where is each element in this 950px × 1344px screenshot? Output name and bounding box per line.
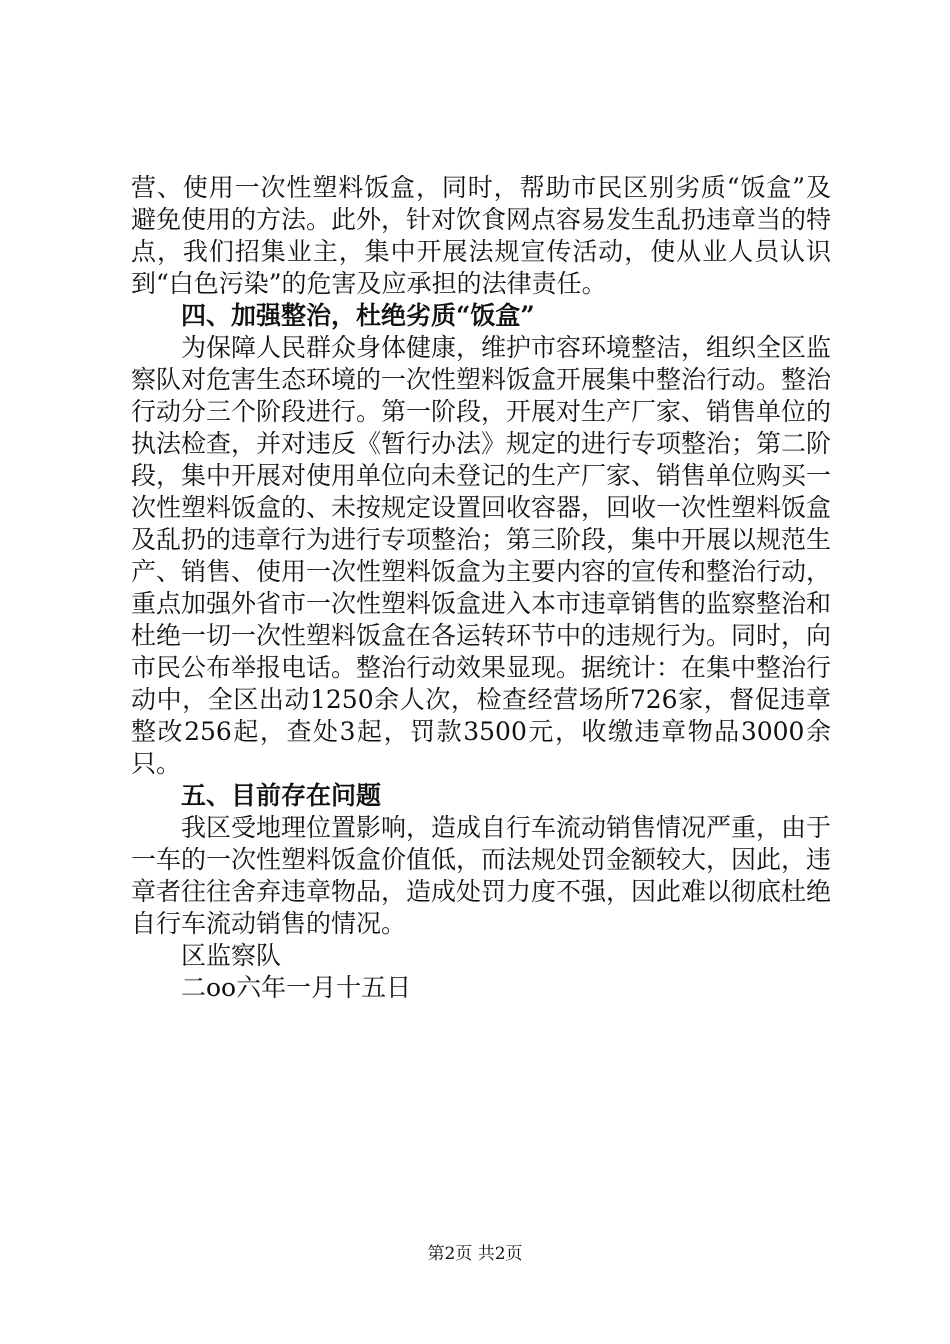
signature-organization: 区监察队 bbox=[181, 941, 282, 970]
document-body bbox=[131, 172, 831, 1004]
signature-date: 二oo六年一月十五日 bbox=[181, 973, 412, 1002]
section-body-5: 我区受地理位置影响，造成自行车流动销售情况严重，由于一车的一次性塑料饭盒价值低，而法规处罚金额较大，因此，违章者往往舍弃违章物品，造成处罚力度不强，因此难以彻底杜绝自行车流动销售的情况。 bbox=[131, 813, 832, 938]
section-body-4: 为保障人民群众身体健康，维护市容环境整洁，组织全区监察队对危害生态环境的一次性塑料饭盒开展集中整治行动。整治行动分三个阶段进行。第一阶段，开展对生产厂家、销售单位的执法检查，并对违反《暂行办法》规定的进行专项整治；第二阶段，集中开展对使用单位向未登记的生产厂家、销售单位购买一次性塑料饭盒的、未按规定设置回收容器，回收一次性塑料饭盒及乱扔的违章行为进行专项整治；第三阶段，集中开展以规范生产、销售、使用一次性塑料饭盒为主要内容的宣传和整治行动，重点加强外省市一次性塑料饭盒进入本市违章销售的监察整治和杜绝一切一次性塑料饭盒在各运转环节中的违规行为。同时，向市民公布举报电话。整治行动效果显现。据统计：在集中整治行动中，全区出动1250余人次，检查经营场所726家，督促违章整改256起，查处3起，罚款3500元，收缴违章物品3000余只。 bbox=[131, 333, 832, 778]
page-footer: 第2页 共2页 bbox=[427, 1244, 523, 1264]
section-heading-4: 四、加强整治，杜绝劣质“饭盒” bbox=[181, 301, 535, 330]
paragraph-continued: 营、使用一次性塑料饭盒，同时，帮助市民区别劣质“饭盒”及避免使用的方法。此外，针对饮食网点容易发生乱扔违章当的特点，我们招集业主，集中开展法规宣传活动，使从业人员认识到“白色污染”的危害及应承担的法律责任。 bbox=[131, 173, 832, 298]
section-heading-5: 五、目前存在问题 bbox=[181, 781, 382, 810]
